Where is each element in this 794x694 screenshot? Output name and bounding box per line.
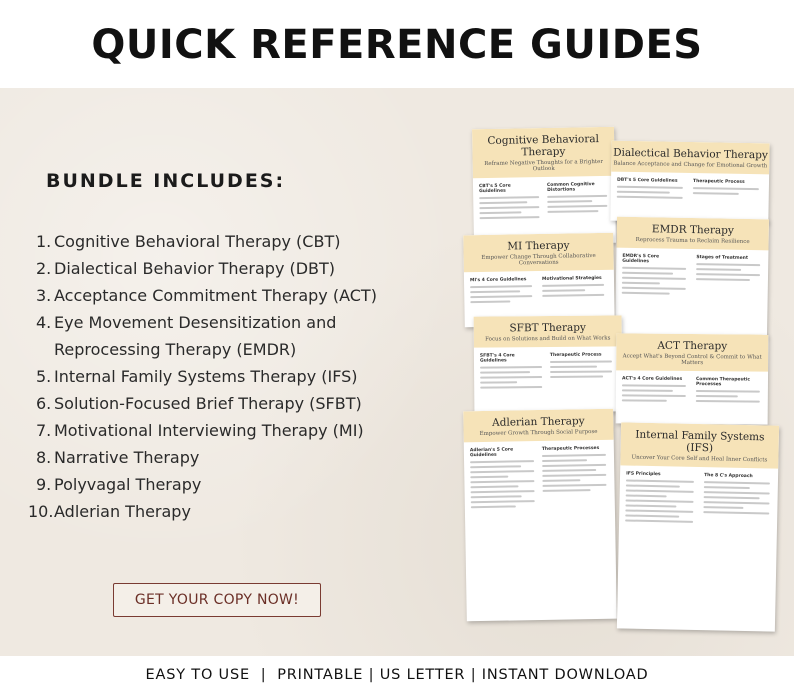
list-item: 5. Internal Family Systems Therapy (IFS) <box>36 367 358 386</box>
doc-subtitle: Empower Growth Through Social Purpose <box>479 428 598 438</box>
page-title: QUICK REFERENCE GUIDES <box>91 22 703 68</box>
doc-col-heading: DBT's 5 Core Guidelines <box>616 177 678 184</box>
doc-subtitle: Reprocess Trauma to Reclaim Resilience <box>635 237 750 246</box>
bundle-heading: BUNDLE INCLUDES: <box>46 170 286 192</box>
doc-title: MI Therapy <box>507 239 570 253</box>
doc-emdr <box>615 217 769 338</box>
list-item: 2. Dialectical Behavior Therapy (DBT) <box>36 259 336 278</box>
doc-mi <box>463 233 615 328</box>
doc-col-heading: MI's 4 Core Guidelines <box>469 277 527 284</box>
list-item: 6. Solution-Focused Brief Therapy (SFBT) <box>36 394 362 413</box>
doc-title: SFBT Therapy <box>509 321 586 335</box>
doc-cbt <box>472 127 616 245</box>
doc-adlerian <box>463 409 617 622</box>
list-item: 1. Cognitive Behavioral Therapy (CBT) <box>36 232 341 251</box>
doc-title: Cognitive Behavioral Therapy <box>487 133 600 159</box>
doc-title: Dialectical Behavior Therapy <box>613 146 768 162</box>
doc-col-heading: Motivational Strategies <box>541 275 602 282</box>
list-item: 10. Adlerian Therapy <box>28 502 191 521</box>
doc-col-heading: Therapeutic Process <box>692 179 745 185</box>
doc-title: Adlerian Therapy <box>492 415 585 429</box>
doc-title: EMDR Therapy <box>651 223 734 237</box>
list-item: 4. Eye Movement Desensitization and Reprocessing Therapy (EMDR) <box>36 313 337 359</box>
list-item: 8. Narrative Therapy <box>36 448 200 467</box>
doc-col-heading: Common Therapeutic Processes <box>695 377 751 388</box>
doc-ifs <box>617 422 779 631</box>
header <box>0 0 794 88</box>
bundle-list <box>28 228 436 525</box>
doc-subtitle: Empower Change Through Collaborative Conversations <box>481 253 596 267</box>
doc-subtitle: Reframe Negative Thoughts for a Brighter Outlook <box>484 158 604 173</box>
footer-features: EASY TO USE | PRINTABLE | US LETTER | INSTANT DOWNLOAD <box>0 656 794 694</box>
doc-subtitle: Uncover Your Core Self and Heal Inner Conflicts <box>631 454 768 464</box>
doc-title: ACT Therapy <box>657 339 728 353</box>
doc-col-heading: Therapeutic Processes <box>541 445 600 452</box>
doc-col-heading: Adlerian's 5 Core Guidelines <box>469 447 514 459</box>
doc-col-heading: Stages of Treatment <box>696 255 749 261</box>
doc-col-heading: SFBT's 4 Core Guidelines <box>479 353 515 364</box>
doc-subtitle: Accept What's Beyond Control & Commit to What Matters <box>622 353 762 367</box>
list-item: 7. Motivational Interviewing Therapy (MI) <box>36 421 364 440</box>
doc-col-heading: IFS Principles <box>626 471 661 478</box>
doc-col-heading: EMDR's 5 Core Guidelines <box>622 253 660 265</box>
doc-subtitle: Balance Acceptance and Change for Emotional Growth <box>613 160 768 170</box>
doc-sfbt <box>474 315 623 412</box>
get-copy-button[interactable]: GET YOUR COPY NOW! <box>113 583 321 617</box>
doc-act <box>616 333 769 424</box>
doc-col-heading: CBT's 5 Core Guidelines <box>478 183 511 195</box>
doc-subtitle: Focus on Solutions and Build on What Works <box>485 335 611 343</box>
doc-dbt <box>610 141 769 224</box>
doc-col-heading: ACT's 4 Core Guidelines <box>621 376 683 382</box>
list-item: 3. Acceptance Commitment Therapy (ACT) <box>36 286 377 305</box>
doc-col-heading: Therapeutic Process <box>549 352 602 358</box>
doc-col-heading: Common Cognitive Distortions <box>546 182 595 193</box>
list-item: 9. Polyvagal Therapy <box>36 475 202 494</box>
doc-title: Internal Family Systems (IFS) <box>635 428 765 455</box>
doc-col-heading: The 8 C's Approach <box>704 473 753 480</box>
